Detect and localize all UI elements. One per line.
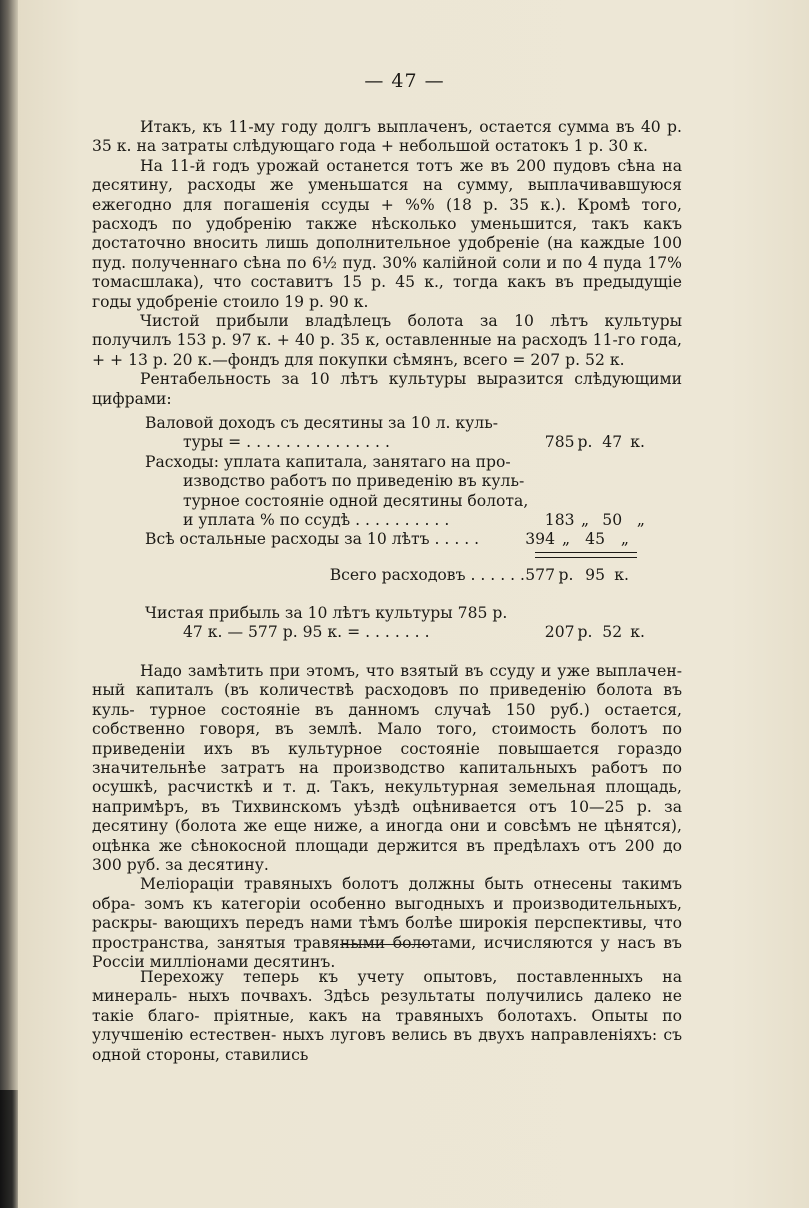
book-spine-shadow — [0, 0, 18, 1208]
paragraph-meliorations — [92, 875, 682, 972]
text-line: говоря, въ землѣ. Мало того, стоимость болотъ по приведеніи ихъ въ — [92, 720, 682, 758]
calc-ditto: „ — [561, 530, 571, 549]
calc-row-net-1 — [145, 604, 645, 623]
calc-row-expense-4 — [145, 511, 645, 530]
text-line: 35 к. на затраты слѣдующаго года + небольшой остатокъ 1 р. 30 к. — [92, 137, 648, 156]
calc-row-gross-2 — [145, 433, 645, 452]
text-line: они и совсѣмъ не цѣнятся), оцѣнка же сѣнокосной площади держится — [92, 817, 682, 855]
calc-unit: р. — [577, 433, 593, 452]
section-divider — [340, 944, 432, 945]
text-line: десятинъ. — [253, 953, 336, 972]
calc-label: туры = . . . . . . . . . . . . . . . — [183, 433, 390, 452]
text-line: Перехожу теперь къ учету опытовъ, поставленныхъ на минераль- — [92, 968, 682, 1006]
calc-row-total — [145, 566, 645, 585]
paragraph-net-profit — [92, 312, 682, 370]
calc-unit: к. — [630, 433, 645, 452]
page-number: — 47 — — [364, 70, 445, 92]
text-line: оцѣнивается отъ 10—25 р. за десятину (болота же еще ниже, а иногда — [92, 797, 682, 836]
profitability-calculation — [145, 414, 645, 550]
calc-row-net-2 — [145, 623, 645, 642]
text-line: Рентабельность за 10 лѣтъ культуры выразится слѣдующими — [140, 370, 682, 389]
text-line: некультурная земельная площадь, напримѣръ, въ Тихвинскомъ уѣздѣ — [92, 778, 682, 816]
text-line: вающихъ передъ нами тѣмъ болѣе широкія перспективы, что пространства, — [92, 914, 682, 952]
calc-unit: к. — [614, 566, 629, 584]
text-line: зомъ къ категоріи особенно выгодныхъ и производительныхъ, раскры- — [92, 894, 682, 933]
calc-row-expense-3 — [145, 492, 645, 511]
text-line: Итакъ, къ 11-му году долгъ выплаченъ, остается сумма въ 40 р. — [140, 118, 682, 136]
text-line: турное состояніе въ данномъ случаѣ 150 руб.) остается, собственно — [92, 700, 682, 739]
paragraph-mineral-soils — [92, 968, 682, 1065]
calc-row-gross-1 — [145, 414, 645, 433]
calc-net — [145, 604, 645, 643]
calc-label: 47 к. — 577 р. 95 к. = . . . . . . . — [183, 623, 430, 642]
calc-ditto: „ — [580, 511, 590, 530]
text-line: производство капитальныхъ работъ по осушкѣ, расчисткѣ и т. д. Такъ, — [92, 759, 682, 797]
text-line: Меліораціи травяныхъ болотъ должны быть отнесены такимъ обра- — [92, 875, 682, 913]
binding-edge — [0, 1090, 20, 1208]
text-line: лишь дополнительное удобреніе (на каждые 100 пуд. полученнаго сѣна — [92, 234, 682, 272]
text-line: + 13 р. 20 к.—фондъ для покупки сѣмянъ, всего = 207 р. 52 к. — [110, 350, 625, 369]
calc-rubles: 394 — [525, 530, 555, 549]
text-line: занятыя травяными болотами, исчисляются у насъ въ Россіи милліонами — [92, 933, 682, 972]
paragraph-debt-repaid — [92, 118, 682, 157]
text-line: 19 р. 90 к. — [284, 292, 369, 311]
calc-ditto: „ — [636, 511, 645, 530]
text-line: 153 р. 97 к. + 40 р. 35 к, оставленные на расходъ 11-го года, + — [92, 331, 682, 369]
calc-kopecks: 50 — [602, 511, 623, 530]
calc-rubles: 207 — [544, 623, 575, 642]
calc-row-expense-2 — [145, 472, 645, 491]
calc-kopecks: 52 — [602, 623, 623, 642]
calc-row-expense-1 — [145, 453, 645, 472]
calc-unit: р. — [558, 566, 574, 584]
text-line: составитъ 15 р. 45 к., тогда какъ въ предыдущіе годы удобреніе стоило — [92, 273, 682, 311]
text-line: Надо замѣтить при этомъ, что взятый въ ссуду и уже выплачен- — [140, 662, 682, 680]
text-block-bottom — [92, 968, 682, 1065]
text-line: культурное состояніе повышается гораздо значительнѣе затратъ на — [92, 739, 682, 778]
text-line: Чистой прибыли владѣлецъ болота за 10 лѣтъ культуры получилъ — [92, 312, 682, 350]
text-line: цифрами: — [92, 389, 172, 408]
calc-label: Расходы: уплата капитала, занятаго на про- — [145, 452, 511, 471]
text-block-middle — [92, 662, 682, 973]
text-line: удобренію также нѣсколько уменьшится, такъ какъ достаточно вносить — [92, 215, 682, 253]
calc-label: Валовой доходъ съ десятины за 10 л. куль- — [145, 414, 498, 432]
calc-unit: к. — [630, 623, 645, 642]
text-line: пріятные, какъ на травяныхъ болотахъ. Опыты по улучшенію естествен- — [92, 1006, 682, 1045]
calc-label: турное состояніе одной десятины болота, — [183, 491, 529, 510]
text-line: для погашенія ссуды + %% (18 р. 35 к.). Кромѣ того, расходъ по — [92, 195, 682, 234]
calc-rubles: 577 — [525, 566, 555, 584]
calc-kopecks: 45 — [585, 530, 605, 549]
calc-label: изводство работъ по приведенію въ куль- — [183, 472, 525, 491]
calc-ditto: „ — [620, 530, 629, 549]
calc-rubles: 785 — [544, 433, 575, 452]
calc-rubles: 183 — [544, 511, 575, 530]
paragraph-capital-note — [92, 662, 682, 875]
text-line: въ предѣлахъ отъ 200 до 300 руб. за десятину. — [92, 836, 682, 875]
calc-label: Всего расходовъ . . . . . . — [329, 566, 525, 584]
calc-label: и уплата % по ссудѣ . . . . . . . . . . — [183, 511, 450, 530]
text-line: ный капиталъ (въ количествѣ расходовъ по приведенію болота въ куль- — [92, 681, 682, 719]
calc-label: Всѣ остальные расходы за 10 лѣтъ . . . . . — [145, 530, 480, 549]
sum-rule — [535, 552, 637, 558]
calc-unit: р. — [577, 623, 593, 642]
text-line: ныхъ почвахъ. Здѣсь результаты получились далеко не такіе благо- — [92, 987, 682, 1025]
paragraph-eleventh-year — [92, 157, 682, 312]
paragraph-profitability — [92, 370, 682, 409]
calc-label: Чистая прибыль за 10 лѣтъ культуры 785 р. — [145, 604, 508, 622]
calc-kopecks: 95 — [585, 566, 605, 584]
text-line: ныхъ луговъ велись въ двухъ направленіяхъ: съ одной стороны, ставились — [92, 1026, 682, 1064]
text-line: десятину, расходы же уменьшатся на сумму, выплачивавшуюся ежегодно — [92, 176, 682, 214]
calc-kopecks: 47 — [602, 433, 623, 452]
calc-row-other — [145, 530, 645, 549]
text-line: по 6½ пуд. 30% калійной соли и по 4 пуда 17% томасшлака), что — [92, 253, 682, 292]
calc-total — [145, 566, 645, 585]
text-line: На 11-й годъ урожай останется тотъ же въ 200 пудовъ сѣна на — [140, 156, 682, 175]
text-block-top — [92, 118, 682, 409]
